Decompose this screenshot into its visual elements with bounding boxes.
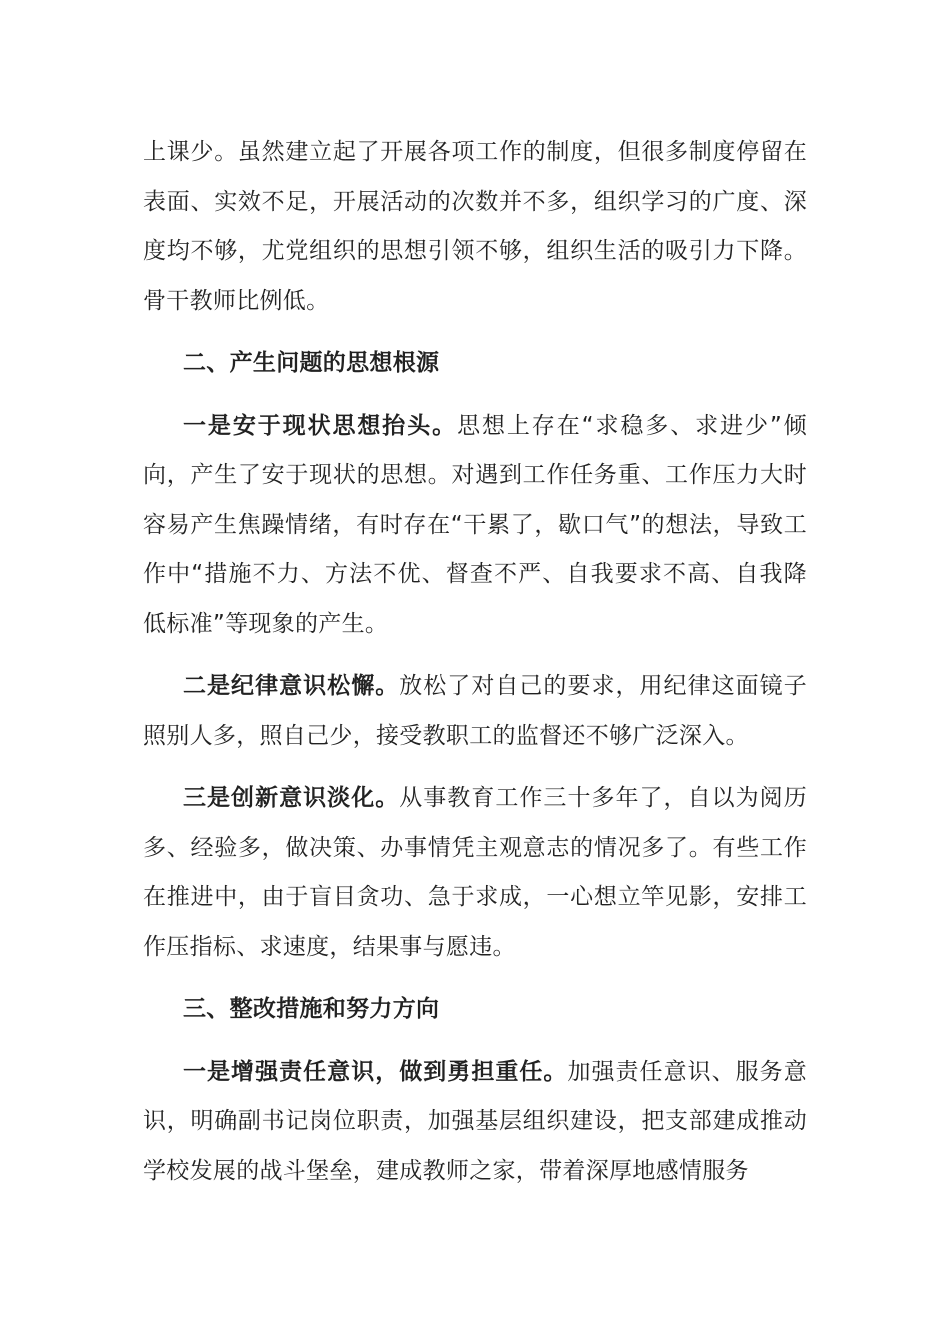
paragraph-responsibility — [143, 1048, 807, 1197]
section-heading-2: 二、产生问题的思想根源 — [183, 350, 440, 376]
paragraph-lead: 三是创新意识淡化。 — [183, 785, 400, 811]
paragraph-text: 加强责任意识、服务意识，明确副书记岗位职责，加强基层组织建设，把支部建成推动学校发展的战斗堡垒，建成教师之家，带着深厚地感情服务 — [143, 1058, 808, 1184]
paragraph-complacency — [143, 402, 807, 650]
paragraph-text: 从事教育工作三十多年了，自以为阅历多、经验多，做决策、办事情凭主观意志的情况多了。有些工作在推进中，由于盲目贪功、急于求成，一心想立竿见影，安排工作压指标、求速度，结果事与愿违。 — [143, 785, 807, 960]
paragraph-continuation — [143, 128, 807, 326]
document-body — [143, 128, 807, 1196]
paragraph-lead: 一是增强责任意识，做到勇担重任。 — [183, 1058, 568, 1085]
section-heading-3: 三、整改措施和努力方向 — [183, 996, 440, 1022]
paragraph-text: 上课少。虽然建立起了开展各项工作的制度，但很多制度停留在表面、实效不足，开展活动的次数并不多，组织学习的广度、深度均不够，尤党组织的思想引领不够，组织生活的吸引力下降。骨干教师比例低。 — [143, 139, 807, 314]
paragraph-lead: 一是安于现状思想抬头。 — [183, 412, 458, 439]
paragraph-innovation — [143, 774, 807, 972]
paragraph-text: 思想上存在“求稳多、求进少”倾向，产生了安于现状的思想。对遇到工作任务重、工作压力大时容易产生焦躁情绪，有时存在“干累了，歇口气”的想法，导致工作中“措施不力、方法不优、督查不严、自我要求不高、自我降低标准”等现象的产生。 — [143, 412, 807, 637]
paragraph-discipline — [143, 662, 807, 761]
paragraph-lead: 二是纪律意识松懈。 — [183, 673, 400, 699]
paragraph-text: 放松了对自己的要求，用纪律这面镜子照别人多，照自己少，接受教职工的监督还不够广泛深入。 — [143, 673, 807, 749]
